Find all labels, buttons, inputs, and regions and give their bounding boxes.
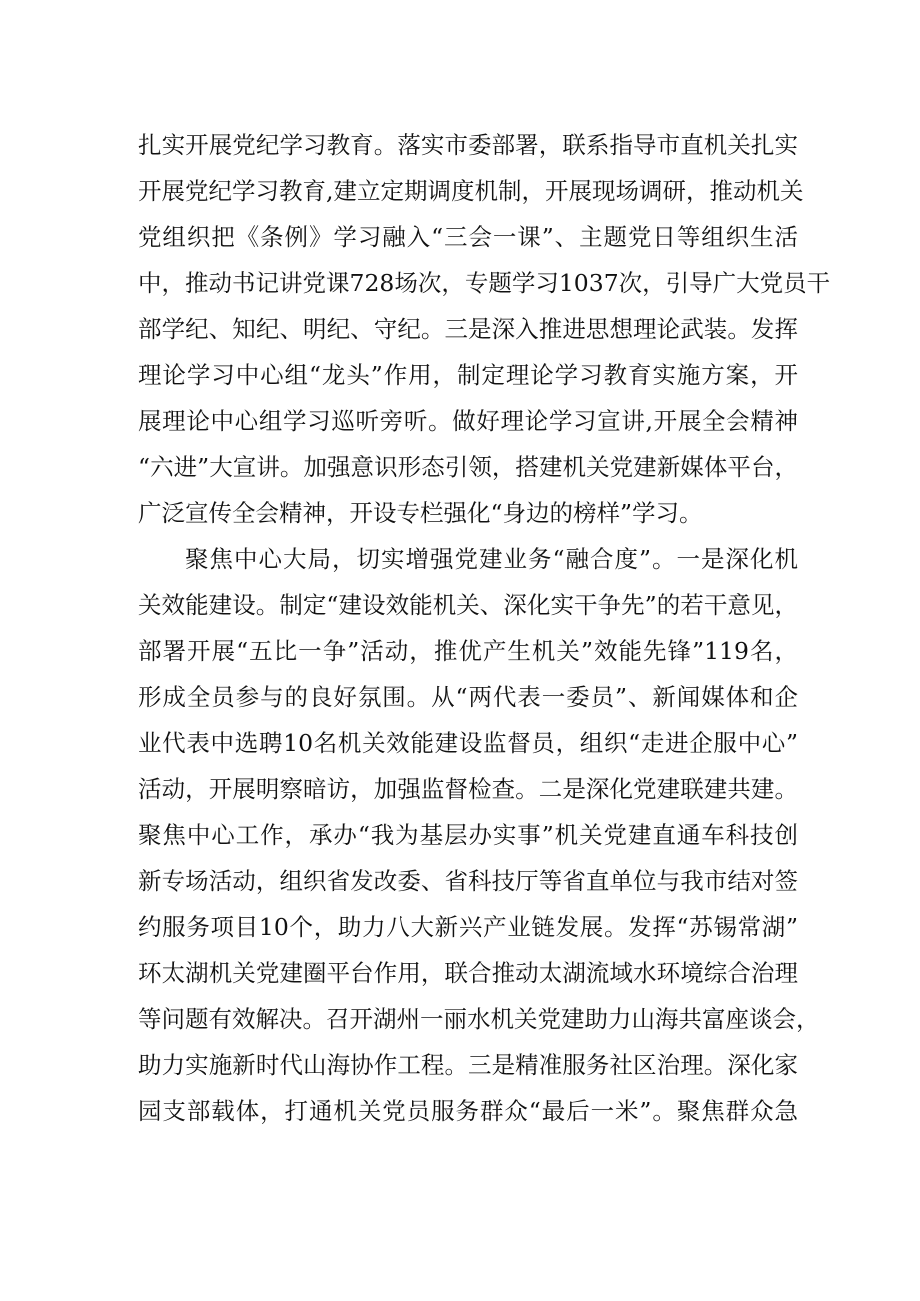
paragraph-2-line-2: 关效能建设。制定“建设效能机关、深化实干争先”的若干意见，	[138, 591, 798, 619]
paragraph-2-line-8: 新专场活动，组织省发改委、省科技厅等省直单位与我市结对签	[138, 867, 798, 895]
paragraph-2-line-7: 聚焦中心工作，承办“我为基层办实事”机关党建直通车科技创	[138, 821, 798, 849]
paragraph-1-line-7: 展理论中心组学习巡听旁听。做好理论学习宣讲,开展全会精神	[138, 407, 798, 435]
paragraph-1-line-3: 党组织把《条例》学习融入“三会一课”、主题党日等组织生活	[138, 223, 798, 251]
paragraph-2-line-10: 环太湖机关党建圈平台作用，联合推动太湖流域水环境综合治理	[138, 959, 798, 987]
paragraph-2-line-1: 聚焦中心大局，切实增强党建业务“融合度”。一是深化机	[185, 545, 798, 573]
document-body	[138, 122, 831, 1134]
paragraph-2-line-11: 等问题有效解决。召开湖州一丽水机关党建助力山海共富座谈会，	[138, 1005, 820, 1033]
paragraph-2-line-13: 园支部载体，打通机关党员服务群众“最后一米”。聚焦群众急	[138, 1097, 798, 1125]
paragraph-2-line-3: 部署开展“五比一争”活动，推优产生机关”效能先锋”119名，	[138, 637, 798, 665]
paragraph-1-line-5: 部学纪、知纪、明纪、守纪。三是深入推进思想理论武装。发挥	[138, 315, 798, 343]
paragraph-1-line-4: 中，推动书记讲党课728场次，专题学习1037次，引导广大党员干	[138, 269, 831, 297]
paragraph-2-line-5: 业代表中选聘10名机关效能建设监督员，组织“走进企服中心”	[138, 729, 798, 757]
paragraph-2-line-4: 形成全员参与的良好氛围。从“两代表一委员”、新闻媒体和企	[138, 683, 798, 711]
paragraph-1-line-6: 理论学习中心组“龙头”作用，制定理论学习教育实施方案，开	[138, 361, 798, 389]
paragraph-2-line-9: 约服务项目10个，助力八大新兴产业链发展。发挥“苏锡常湖”	[138, 913, 798, 941]
paragraph-1-line-9: 广泛宣传全会精神，开设专栏强化“身边的榜样”学习。	[138, 499, 703, 527]
paragraph-1-line-1: 扎实开展党纪学习教育。落实市委部署，联系指导市直机关扎实	[138, 131, 798, 159]
paragraph-1-line-2: 开展党纪学习教育,建立定期调度机制，开展现场调研，推动机关	[138, 177, 804, 205]
paragraph-2-line-12: 助力实施新时代山海协作工程。三是精准服务社区治理。深化家	[138, 1051, 798, 1079]
paragraph-1-line-8: “六进”大宣讲。加强意识形态引领，搭建机关党建新媒体平台，	[138, 453, 798, 481]
paragraph-2-line-6: 活动，开展明察暗访，加强监督检查。二是深化党建联建共建。	[138, 775, 798, 803]
